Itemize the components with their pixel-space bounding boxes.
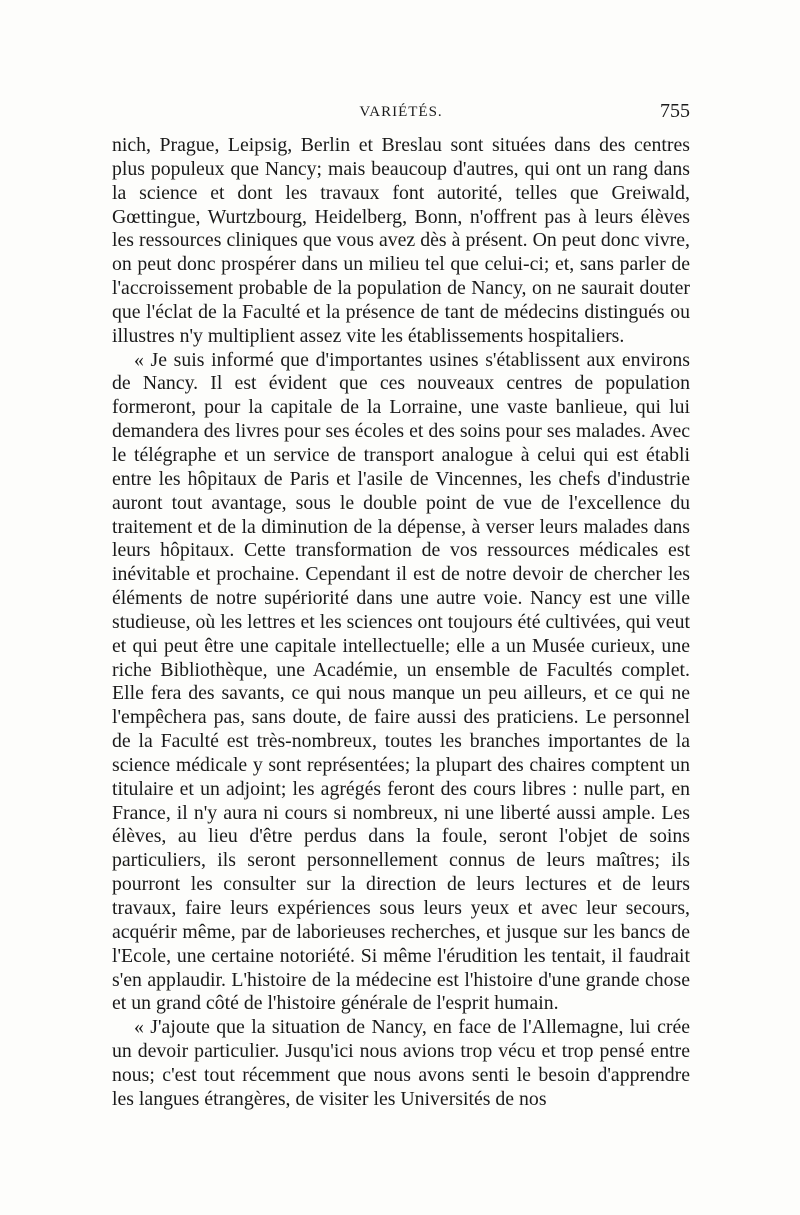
- paragraph-usines: « Je suis informé que d'importantes usines s'établissent aux environs de Nancy. Il est évident que ces nouveaux centres de population formeront, pour la capitale de la Lorraine, une vaste banlieue, qui lui demandera des livres pour ses écoles et des soins pour ses malades. Avec le télégraphe et un service de transport analogue à celui qui est établi entre les hôpitaux de Paris et l'asile de Vincennes, les chefs d'industrie auront tout avantage, sous le double point de vue de l'excellence du traitement et de la diminution de la dépense, à verser leurs malades dans leurs hôpitaux. Cette transformation de vos ressources médicales est inévitable et prochaine. Cependant il est de notre devoir de chercher les éléments de notre supériorité dans une autre voie. Nancy est une ville studieuse, où les lettres et les sciences ont toujours été cultivées, qui veut et qui peut être une capitale intellectuelle; elle a un Musée curieux, une riche Bibliothèque, une Académie, un ensemble de Facultés complet. Elle fera des savants, ce qui nous manque un peu ailleurs, et ce qui ne l'empêchera pas, sans doute, de faire aussi des praticiens. Le personnel de la Faculté est très-nombreux, toutes les branches importantes de la science médicale y sont représentées; la plupart des chaires comptent un titulaire et un adjoint; les agrégés feront des cours libres : nulle part, en France, il n'y aura ni cours si nombreux, ni une liberté aussi ample. Les élèves, au lieu d'être perdus dans la foule, seront l'objet de soins particuliers, ils seront personnellement connus de leurs maîtres; ils pourront les consulter sur la direction de leurs lectures et de leurs travaux, faire leurs expériences sous leurs yeux et avec leur secours, acquérir même, par de laborieuses recherches, et jusque sur les bancs de l'Ecole, une certaine notoriété. Si même l'érudition les tentait, il faudrait s'en applaudir. L'histoire de la médecine est l'histoire d'une grande chose et un grand côté de l'histoire générale de l'esprit humain.: [112, 348, 690, 1015]
- paragraph-allemagne: « J'ajoute que la situation de Nancy, en face de l'Allemagne, lui crée un devoir particulier. Jusqu'ici nous avions trop vécu et trop pensé entre nous; c'est tout récemment que nous avons senti le besoin d'apprendre les langues étrangères, de visiter les Universités de nos: [112, 1016, 690, 1110]
- page-number: 755: [660, 100, 690, 122]
- book-page: [112, 100, 690, 1112]
- running-title: VARIÉTÉS.: [359, 104, 443, 120]
- body-text: [112, 134, 690, 1112]
- running-header: [112, 100, 690, 130]
- paragraph-continuation: nich, Prague, Leipsig, Berlin et Breslau sont situées dans des centres plus populeux que Nancy; mais beaucoup d'autres, qui ont un rang dans la science et dont les travaux font autorité, telles que Greiwald, Gœttingue, Wurtzbourg, Heidelberg, Bonn, n'offrent pas à leurs élèves les ressources cliniques que vous avez dès à présent. On peut donc vivre, on peut donc prospérer dans un milieu tel que celui-ci; et, sans parler de l'accroissement probable de la population de Nancy, on ne saurait douter que l'éclat de la Faculté et la présence de tant de médecins distingués ou illustres n'y multiplient assez vite les établissements hospitaliers.: [112, 134, 690, 347]
